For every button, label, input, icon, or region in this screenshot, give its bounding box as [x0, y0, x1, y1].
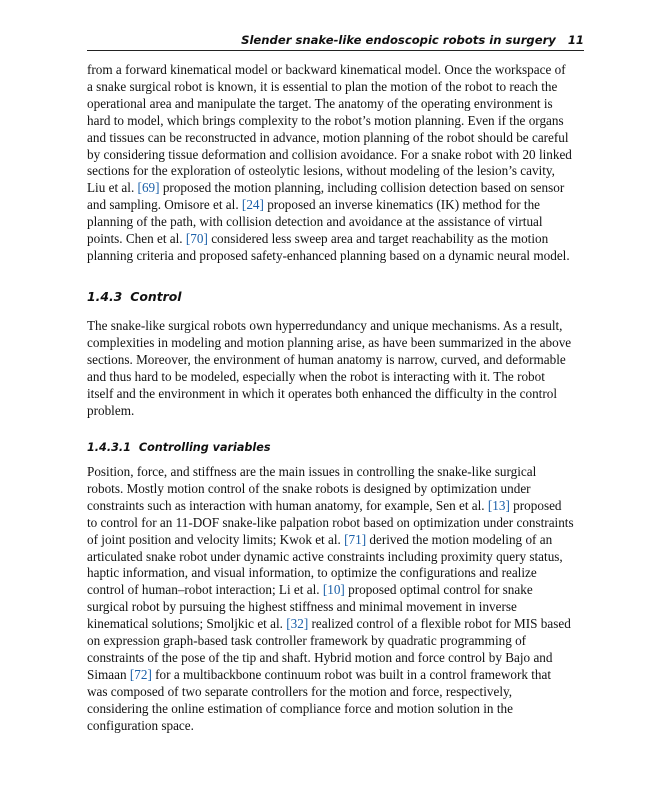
text-line: [87, 352, 584, 369]
paragraph-text: [87, 62, 584, 265]
text-segment: proposed an inverse kinematics (IK) method for the: [263, 197, 541, 213]
paragraph-controlling-variables: [87, 464, 584, 735]
text-line: [87, 582, 584, 599]
text-segment: by considering tissue deformation and collision avoidance. For a snake robot with 20 linked: [87, 146, 572, 162]
running-title: Slender snake-like endoscopic robots in surgery: [241, 33, 556, 47]
citation-link[interactable]: [13]: [487, 497, 510, 513]
text-segment: configuration space.: [87, 717, 194, 733]
text-line: [87, 667, 584, 684]
section-heading: [87, 289, 182, 305]
subsection-title: Controlling variables: [138, 441, 271, 454]
text-line: [87, 403, 584, 420]
page-number: 11: [567, 33, 584, 47]
text-segment: itself and the environment in which it operates both enhanced the difficulty in the control: [87, 385, 557, 401]
text-segment: was composed of two separate controllers for the motion and force, respectively,: [87, 683, 513, 699]
citation-link[interactable]: [72]: [129, 666, 152, 682]
subsection-number: 1.4.3.1: [87, 441, 131, 454]
text-line: [87, 248, 584, 265]
text-segment: constraints of the pose of the tip and shaft. Hybrid motion and force control by Bajo and: [87, 649, 553, 665]
paragraph-motion-planning: [87, 62, 584, 265]
text-segment: haptic information, and visual information, to optimize the configurations and realize: [87, 565, 537, 581]
text-segment: on expression graph-based task controller framework by quadratic programming of: [87, 633, 527, 649]
text-line: [87, 532, 584, 549]
text-segment: articulated snake robot under dynamic active constraints including proximity query status,: [87, 548, 563, 564]
text-line: [87, 650, 584, 667]
text-segment: sections. Moreover, the environment of human anatomy is narrow, curved, and deformable: [87, 351, 566, 367]
text-segment: hard to model, which brings complexity to the robot’s motion planning. Even if the organs: [87, 112, 564, 128]
citation-link[interactable]: [10]: [322, 582, 345, 598]
text-segment: operational area and manipulate the target. The anatomy of the operating environment is: [87, 95, 553, 111]
text-line: [87, 616, 584, 633]
text-segment: a snake surgical robot is known, it is essential to plan the motion of the robot to reach the: [87, 78, 558, 94]
text-segment: Position, force, and stiffness are the main issues in controlling the snake-like surgical: [87, 464, 537, 479]
paragraph-control-intro: [87, 318, 584, 419]
text-segment: for a multibackbone continuum robot was built in a control framework that: [151, 666, 552, 682]
citation-link[interactable]: [71]: [344, 531, 367, 547]
section-title: Control: [130, 289, 182, 304]
citation-link[interactable]: [70]: [185, 231, 208, 247]
text-line: [87, 515, 584, 532]
text-line: [87, 62, 584, 79]
text-segment: and thus hard to be modeled, especially when the robot is interacting with it. The robot: [87, 368, 545, 384]
running-header: [87, 31, 584, 51]
text-segment: proposed the motion planning, including collision detection based on sensor: [159, 180, 565, 196]
paragraph-text: [87, 464, 584, 735]
text-line: [87, 386, 584, 403]
text-line: [87, 464, 584, 481]
text-line: [87, 318, 584, 335]
text-segment: proposed: [509, 497, 562, 513]
citation-link[interactable]: [24]: [241, 197, 264, 213]
text-segment: planning of the path, with collision detection and avoidance at the assistance of virtual: [87, 214, 543, 230]
text-line: [87, 231, 584, 248]
text-segment: and sampling. Omisore et al.: [87, 197, 242, 213]
text-line: [87, 498, 584, 515]
citation-link[interactable]: [32]: [286, 616, 309, 632]
text-line: [87, 214, 584, 231]
text-line: [87, 369, 584, 386]
subsection-heading: [87, 440, 271, 455]
text-line: [87, 113, 584, 130]
text-line: [87, 130, 584, 147]
text-segment: planning criteria and proposed safety-enhanced planning based on a dynamic neural model.: [87, 247, 570, 263]
text-segment: Liu et al.: [87, 180, 138, 196]
text-segment: robots. Mostly motion control of the snake robots is designed by optimization under: [87, 480, 531, 496]
text-segment: problem.: [87, 402, 135, 418]
text-line: [87, 701, 584, 718]
text-segment: from a forward kinematical model or backward kinematical model. Once the workspace of: [87, 62, 566, 77]
text-line: [87, 481, 584, 498]
text-segment: derived the motion modeling of an: [366, 531, 553, 547]
text-segment: The snake-like surgical robots own hyperredundancy and unique mechanisms. As a result,: [87, 318, 563, 333]
text-segment: considered less sweep area and target reachability as the motion: [207, 231, 549, 247]
text-segment: Simaan: [87, 666, 130, 682]
text-segment: kinematical solutions; Smoljkic et al.: [87, 616, 287, 632]
text-segment: and tissues can be reconstructed in advance, motion planning of the robot should be careful: [87, 129, 569, 145]
text-line: [87, 147, 584, 164]
text-line: [87, 163, 584, 180]
text-segment: sections for the exploration of osteolytic lesions, without modeling of the lesion’s cavity,: [87, 163, 555, 179]
citation-link[interactable]: [69]: [137, 180, 160, 196]
text-segment: of joint position and velocity limits; Kwok et al.: [87, 531, 345, 547]
text-segment: constraints such as interaction with human anatomy, for example, Sen et al.: [87, 497, 488, 513]
text-segment: points. Chen et al.: [87, 231, 186, 247]
text-segment: surgical robot by pursuing the highest stiffness and minimal movement in inverse: [87, 599, 517, 615]
text-segment: proposed optimal control for snake: [344, 582, 533, 598]
paragraph-text: [87, 318, 584, 419]
text-segment: complexities in modeling and motion planning arise, as have been summarized in the above: [87, 334, 572, 350]
text-line: [87, 197, 584, 214]
text-line: [87, 684, 584, 701]
text-line: [87, 599, 584, 616]
text-segment: to control for an 11-DOF snake-like palpation robot based on optimization under constraints: [87, 514, 574, 530]
text-line: [87, 79, 584, 96]
text-segment: considering the online estimation of compliance force and motion solution in the: [87, 700, 513, 716]
text-segment: realized control of a flexible robot for MIS based: [308, 616, 571, 632]
text-line: [87, 633, 584, 650]
text-segment: control of human–robot interaction; Li et al.: [87, 582, 323, 598]
text-line: [87, 180, 584, 197]
text-line: [87, 565, 584, 582]
text-line: [87, 96, 584, 113]
section-number: 1.4.3: [87, 289, 123, 304]
text-line: [87, 335, 584, 352]
text-line: [87, 549, 584, 566]
text-line: [87, 718, 584, 735]
